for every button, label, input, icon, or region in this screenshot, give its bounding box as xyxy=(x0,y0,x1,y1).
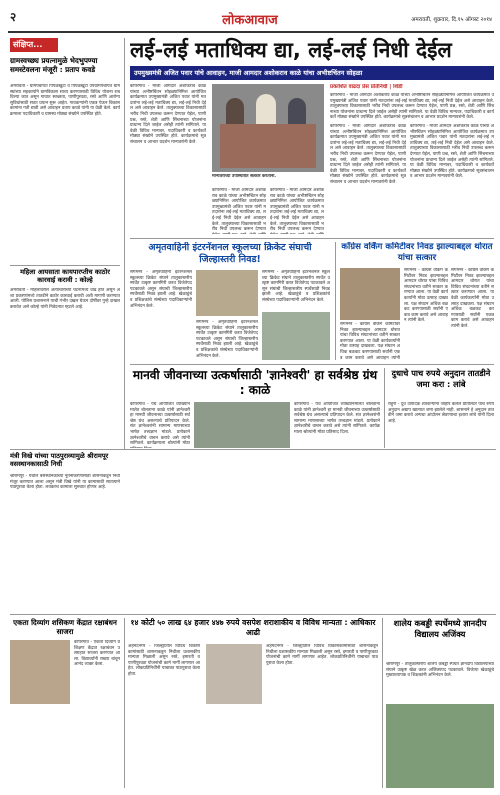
cricket-body-2: संगमनेर - अमृतवाहिनी इंटरनॅशनल स्कूलच्या क्रिकेट संघाने तालुकास्तरीय स्पर्धेत उत्कृष्ट कामगिरी करत विजेतेपद पटकावले असून संघाची जिल्हास्तरीय स्पर्धेसाठी निवड झाली आहे. खेळाडूंचे व प्रशिक्षकांचे संस्थेच्या पदाधिकाऱ्यांनी अभिनंदन केले. xyxy=(196,320,258,359)
brief-story-1-body: अमरावती - ग्रामपंचायत पिंपळखुटा व पिंपळखुटा उपग्रामपंचायत ग्रामस्थांच्या सहकार्याने ग्रामविकास साध्य करण्यासाठी विविध योजना राबविल्या जात असून गावात स्वच्छता, पाणीपुरवठा, रस्ते आणि आरोग्य सुविधांसाठी सतत प्रयत्न सुरू आहेत. गावकऱ्यांनी एकत्र येऊन विकासकामांना गती द्यावी असे आवाहन प्रताप कवडे यांनी या वेळी केले. कार्यक्रमाला पदाधिकारी व ग्रामस्थ मोठ्या संख्येने उपस्थित होते. xyxy=(10,84,120,117)
funds-headline: १४ कोटी ५० लाख ६४ हजार ४४७ रुपये वसपेश शराशाकीय व विविध मान्यता : आधिकार आढी xyxy=(130,618,376,637)
brief-story-3-body: श्रीरामपूर - येथील बसस्थानकाच्या नूतनीकरणासाठी शासनाकडून निधी मंजूर करण्यात आला असून मंत्री विखे यांनी या कामासाठी सातत्याने पाठपुरावा केला होता. लवकरच कामाला सुरुवात होणार आहे. xyxy=(10,474,120,491)
kabaddi-body: श्रीरामपूर - तालुकास्तरीय शालेय कबड्डी स्पर्धेत ज्ञानदीप विद्यालयाच्या संघाने उत्कृष्ट खेळ करत अजिंक्यपद पटकावले. विजेत्या खेळाडूंचे मुख्याध्यापक व शिक्षकांनी अभिनंदन केले. xyxy=(386,662,494,679)
header-rule xyxy=(8,31,494,33)
kabaddi-photo xyxy=(386,704,494,788)
lead-body-col-3: कोपरगाव - माजी आमदार अशोकराव काळे यांच्या अभीष्टचिंतन सोहळ्यानिमित्त आयोजित कार्यक्रमात उपमुख्यमंत्री अजित पवार यांनी मतदारांना लई-लई मताधिक्य द्या, लई-लई निधी देईल असे आवाहन केले. तालुक्याच्या विकासासाठी भरीव निधी उपलब्ध करून देण्यात xyxy=(270,188,324,233)
column-divider xyxy=(384,368,385,448)
lead-body-col-5: कोपरगाव - माजी आमदार अशोकराव काळे यांच्या अभीष्टचिंतन सोहळ्यानिमित्त आयोजित कार्यक्रमात उपमुख्यमंत्री अजित पवार यांनी मतदारांना लई-लई मताधिक्य द्या, लई-लई निधी देईल असे आवाहन केले. तालुक्याच्या विकासासाठी भरीव निधी उपलब्ध करून देण्यात येईल, पाणी प्रश्न, रस्ते, शेती आणि सिंचनाच्या योजनांना प्राधान्य दिले जाईल असेही त्यांनी सांगितले. या वेळी विविध मान्यवर, पदाधिकारी व कार्यकर्ते मोठ्या संख्येने उपस्थित होते. कार्यक्रमाचे सूत्रसंचालन व आभार प्रदर्शन मान्यवरांनी केले. xyxy=(330,93,494,121)
lead-body-col-6: कोपरगाव - माजी आमदार अशोकराव काळे यांच्या अभीष्टचिंतन सोहळ्यानिमित्त आयोजित कार्यक्रमात उपमुख्यमंत्री अजित पवार यांनी मतदारांना लई-लई मताधिक्य द्या, लई-लई निधी देईल असे आवाहन केले. तालुक्याच्या विकासासाठी भरीव निधी उपलब्ध करून देण्यात येईल, पाणी प्रश्न, रस्ते, शेती आणि सिंचनाच्या योजनांना प्राधान्य दिले जाईल असेही त्यांनी सांगितले. या वेळी विविध मान्यवर, पदाधिकारी व कार्यकर्ते मोठ्या संख्येने उपस्थित होते. कार्यक्रमाचे सूत्रसंचालन व आभार प्रदर्शन मान्यवरांनी केले. xyxy=(410,124,494,180)
masthead-logo: लोकआवाज xyxy=(222,13,278,28)
brief-box-label: संक्षिप्त... xyxy=(10,38,58,52)
lecture-photo xyxy=(194,402,290,448)
lead-body-col-4: कोपरगाव - माजी आमदार अशोकराव काळे यांच्या अभीष्टचिंतन सोहळ्यानिमित्त आयोजित कार्यक्रमात उपमुख्यमंत्री अजित पवार यांनी मतदारांना लई-लई मताधिक्य द्या, लई-लई निधी देईल असे आवाहन केले. तालुक्याच्या विकासासाठी भरीव निधी उपलब्ध करून देण्यात येईल, पाणी प्रश्न, रस्ते, शेती आणि सिंचनाच्या योजनांना प्राधान्य दिले जाईल असेही त्यांनी सांगितले. या वेळी विविध मान्यवर, पदाधिकारी व कार्यकर्ते मोठ्या संख्येने उपस्थित होते. कार्यक्रमाचे सूत्रसंचालन व आभार प्रदर्शन मान्यवरांनी केले. xyxy=(330,124,406,185)
funds-photo xyxy=(206,644,262,704)
funds-body-1: अहमदनगर - जिल्ह्यातील विविध विकासकामांसाठी शासनाकडून निधीला प्रशासकीय मान्यता मिळाली असून रस्ते, इमारती व पाणीपुरवठा योजनांची कामे मार्गी लागणार आहेत. लोकप्रतिनिधींनी याबाबत पाठपुरावा केला होता. xyxy=(128,644,200,677)
cricket-body-3: संगमनेर - अमृतवाहिनी इंटरनॅशनल स्कूलच्या क्रिकेट संघाने तालुकास्तरीय स्पर्धेत उत्कृष्ट कामगिरी करत विजेतेपद पटकावले असून संघाची जिल्हास्तरीय स्पर्धेसाठी निवड झाली आहे. खेळाडूंचे व प्रशिक्षकांचे संस्थेच्या पदाधिकाऱ्यांनी अभिनंदन केले. xyxy=(262,270,330,303)
divider xyxy=(130,364,494,365)
congress-body-3: संगमनेर - काँग्रेस वर्किंग कमिटीवर निवड झाल्याबद्दल आमदार थोरात यांचा विविध संघटनांच्या वतीने सत्कार करण्यात आला. या वेळी कार्यकर्त्यांनी मोठा उत्साह दाखवला. पक्ष संघटन अधिक बळकट करण्यासाठी सर्वांनी एकत्र काम करावे असे आवाहन त्यांनी केले. xyxy=(451,268,494,329)
brief-story-2-title: महिला आयसाता कायपारप्तीच काठोर कारवाई करावी : कोल्हे xyxy=(20,268,110,285)
congress-photo xyxy=(340,268,400,320)
column-divider xyxy=(335,242,336,360)
column-divider xyxy=(382,618,383,788)
page-number: २ xyxy=(10,10,17,24)
lead-dateline: प्रकाशित वाढदा प्रेस प्रतिनिधी | शिर्डी xyxy=(330,84,403,90)
lead-photo-caption: मान्यवरांच्या उपस्थितीत सत्कार करताना. xyxy=(212,174,277,179)
lead-body-col-1: कोपरगाव - माजी आमदार अशोकराव काळे यांच्या अभीष्टचिंतन सोहळ्यानिमित्त आयोजित कार्यक्रमात उपमुख्यमंत्री अजित पवार यांनी मतदारांना लई-लई मताधिक्य द्या, लई-लई निधी देईल असे आवाहन केले. तालुक्याच्या विकासासाठी भरीव निधी उपलब्ध करून देण्यात येईल, पाणी प्रश्न, रस्ते, शेती आणि सिंचनाच्या योजनांना प्राधान्य दिले जाईल असेही त्यांनी सांगितले. या वेळी विविध मान्यवर, पदाधिकारी व कार्यकर्ते मोठ्या संख्येने उपस्थित होते. कार्यक्रमाचे सूत्रसंचालन व आभार प्रदर्शन मान्यवरांनी केले. xyxy=(130,84,206,145)
cricket-headline: अमृतवाहिनी इंटरनॅशनल स्कूलच्या क्रिकेट संघाची जिल्हास्तरी निवड! xyxy=(148,242,312,265)
cricket-photo-2 xyxy=(262,312,330,360)
divider xyxy=(10,265,120,266)
lead-subheadline: उपमुख्यमंत्री अजित पवार यांचे आवाहन, माजी आमदार अशोकराव काळे यांचा अभीष्टचिंतन सोहळा xyxy=(130,66,494,80)
brief-story-2-body: अमरावती - महिलांवरील अत्याचाराच्या घटनांमध्ये वाढ होत असून अशा प्रकरणांमध्ये तातडीने कठोर कारवाई करावी अशी मागणी करण्यात आली. पोलिस प्रशासनाने याची गंभीर दखल घेऊन दोषींवर गुन्हे दाखल करावेत असे कोल्हे यांनी निवेदनात म्हटले आहे. xyxy=(10,288,120,310)
divider xyxy=(130,238,494,239)
column-divider xyxy=(124,618,125,788)
congress-headline: काँग्रेस वर्किंग कमिटीवर निवड झाल्याबद्दल थोरात यांचा सत्कार xyxy=(341,242,493,263)
divider xyxy=(10,449,496,450)
lead-photo xyxy=(212,84,324,172)
lead-headline: लई-लई मताधिक्य द्या, लई-लई निधी देईल xyxy=(130,38,452,62)
milk-headline: दुधाचे पाच रुपये अनुदान तातडीने जमा करा : लांबे xyxy=(391,368,491,389)
header-date: अमरावती, शुक्रवार, दि.१५ ऑगस्ट २०१४ xyxy=(411,17,492,23)
brief-story-1-title: ग्रामस्वच्छ्य प्रयत्नामुळे भेदभुपण्या समस्टेवलना मंजूरी : प्रताप कवडे xyxy=(10,56,98,74)
divyang-headline: एकता दिव्यांग शसिकण केंद्रात रक्षाबंधन साजरा xyxy=(13,618,117,636)
congress-body-1: संगमनेर - काँग्रेस वर्किंग कमिटीवर निवड झाल्याबद्दल आमदार थोरात यांचा विविध संघटनांच्या वतीने सत्कार करण्यात आला. या वेळी कार्यकर्त्यांनी मोठा उत्साह दाखवला. पक्ष संघटन अधिक बळकट करण्यासाठी सर्वांनी एकत्र काम करावे असे आवाहन त्यांनी xyxy=(340,322,400,360)
cricket-body-1: संगमनेर - अमृतवाहिनी इंटरनॅशनल स्कूलच्या क्रिकेट संघाने तालुकास्तरीय स्पर्धेत उत्कृष्ट कामगिरी करत विजेतेपद पटकावले असून संघाची जिल्हास्तरीय स्पर्धेसाठी निवड झाली आहे. खेळाडूंचे व प्रशिक्षकांचे संस्थेच्या पदाधिकाऱ्यांनी अभिनंदन केले. xyxy=(130,270,192,309)
divyang-photo xyxy=(10,640,70,704)
milk-body: राहुरी - दूध उत्पादक शेतकऱ्यांना जाहीर केलेले प्रतिलिटर पाच रुपये अनुदान अद्याप खात्यात जमा झालेले नाही. शासनाने हे अनुदान तातडीने जमा करावे अन्यथा आंदोलन छेडण्याचा इशारा लांबे यांनी दिला आहे. xyxy=(388,402,494,424)
column-divider xyxy=(124,38,125,450)
cricket-photo-1 xyxy=(196,270,258,316)
congress-body-2: संगमनेर - काँग्रेस वर्किंग कमिटीवर निवड झाल्याबद्दल आमदार थोरात यांचा विविध संघटनांच्या वतीने सत्कार करण्यात आला. या वेळी कार्यकर्त्यांनी मोठा उत्साह दाखवला. पक्ष संघटन अधिक बळकट करण्यासाठी सर्वांनी एकत्र काम करावे असे आवाहन त्यांनी केले. xyxy=(404,268,448,324)
divyang-body: कोपरगाव - एकता दिव्यांग प्रशिक्षण केंद्रात रक्षाबंधन उत्साहात साजरा करण्यात आला. विद्यार्थ्यांनी राख्या बांधून आनंद व्यक्त केला. xyxy=(74,640,120,668)
kabaddi-headline: शालेय कबड्डी स्पर्धेमध्ये ज्ञानदीप विद्यालय अजिंक्य xyxy=(393,618,487,639)
lecture-body-1: कोपरगाव - येथे आयोजित व्याख्यानमालेत बोलताना काळे यांनी ज्ञानेश्वरी हा मानवी जीवनाच्या उत्कर्षासाठी सर्वश्रेष्ठ ग्रंथ असल्याचे प्रतिपादन केले. संत ज्ञानेश्वरांनी सामान्य माणसाच्या भाषेत तत्त्वज्ञान मांडले. प्रत्येकाने ज्ञानेश्वरीचे वाचन करावे असे त्यांनी सांगितले. कार्यक्रमाला श्रोत्यांनी मोठा xyxy=(130,402,190,447)
lead-body-col-2: कोपरगाव - माजी आमदार अशोकराव काळे यांच्या अभीष्टचिंतन सोहळ्यानिमित्त आयोजित कार्यक्रमात उपमुख्यमंत्री अजित पवार यांनी मतदारांना लई-लई मताधिक्य द्या, लई-लई निधी देईल असे आवाहन केले. तालुक्याच्या विकासासाठी भरीव निधी उपलब्ध करून देण्यात xyxy=(212,188,266,233)
lecture-headline: मानवी जीवनाच्या उत्कर्षासाठी 'ज्ञानेश्वरी' हा सर्वश्रेष्ठ ग्रंथ : काळे xyxy=(132,368,378,397)
lecture-body-2: कोपरगाव - येथे आयोजित व्याख्यानमालेत बोलताना काळे यांनी ज्ञानेश्वरी हा मानवी जीवनाच्या उत्कर्षासाठी सर्वश्रेष्ठ ग्रंथ असल्याचे प्रतिपादन केले. संत ज्ञानेश्वरांनी सामान्य माणसाच्या भाषेत तत्त्वज्ञान मांडले. प्रत्येकाने ज्ञानेश्वरीचे वाचन करावे असे त्यांनी सांगितले. कार्यक्रमाला श्रोत्यांनी मोठा प्रतिसाद दिला. xyxy=(294,402,380,435)
brief-story-3-title: मंत्री विखे यांच्या पाठपुराव्यामुळे श्रीरामपूर वसस्थानकासाठी निधी xyxy=(10,452,109,469)
divider xyxy=(10,614,496,615)
funds-body-2: अहमदनगर - जिल्ह्यातील विविध विकासकामांसाठी शासनाकडून निधीला प्रशासकीय मान्यता मिळाली असून रस्ते, इमारती व पाणीपुरवठा योजनांची कामे मार्गी लागणार आहेत. लोकप्रतिनिधींनी याबाबत पाठपुरावा केला होता. xyxy=(266,644,378,666)
